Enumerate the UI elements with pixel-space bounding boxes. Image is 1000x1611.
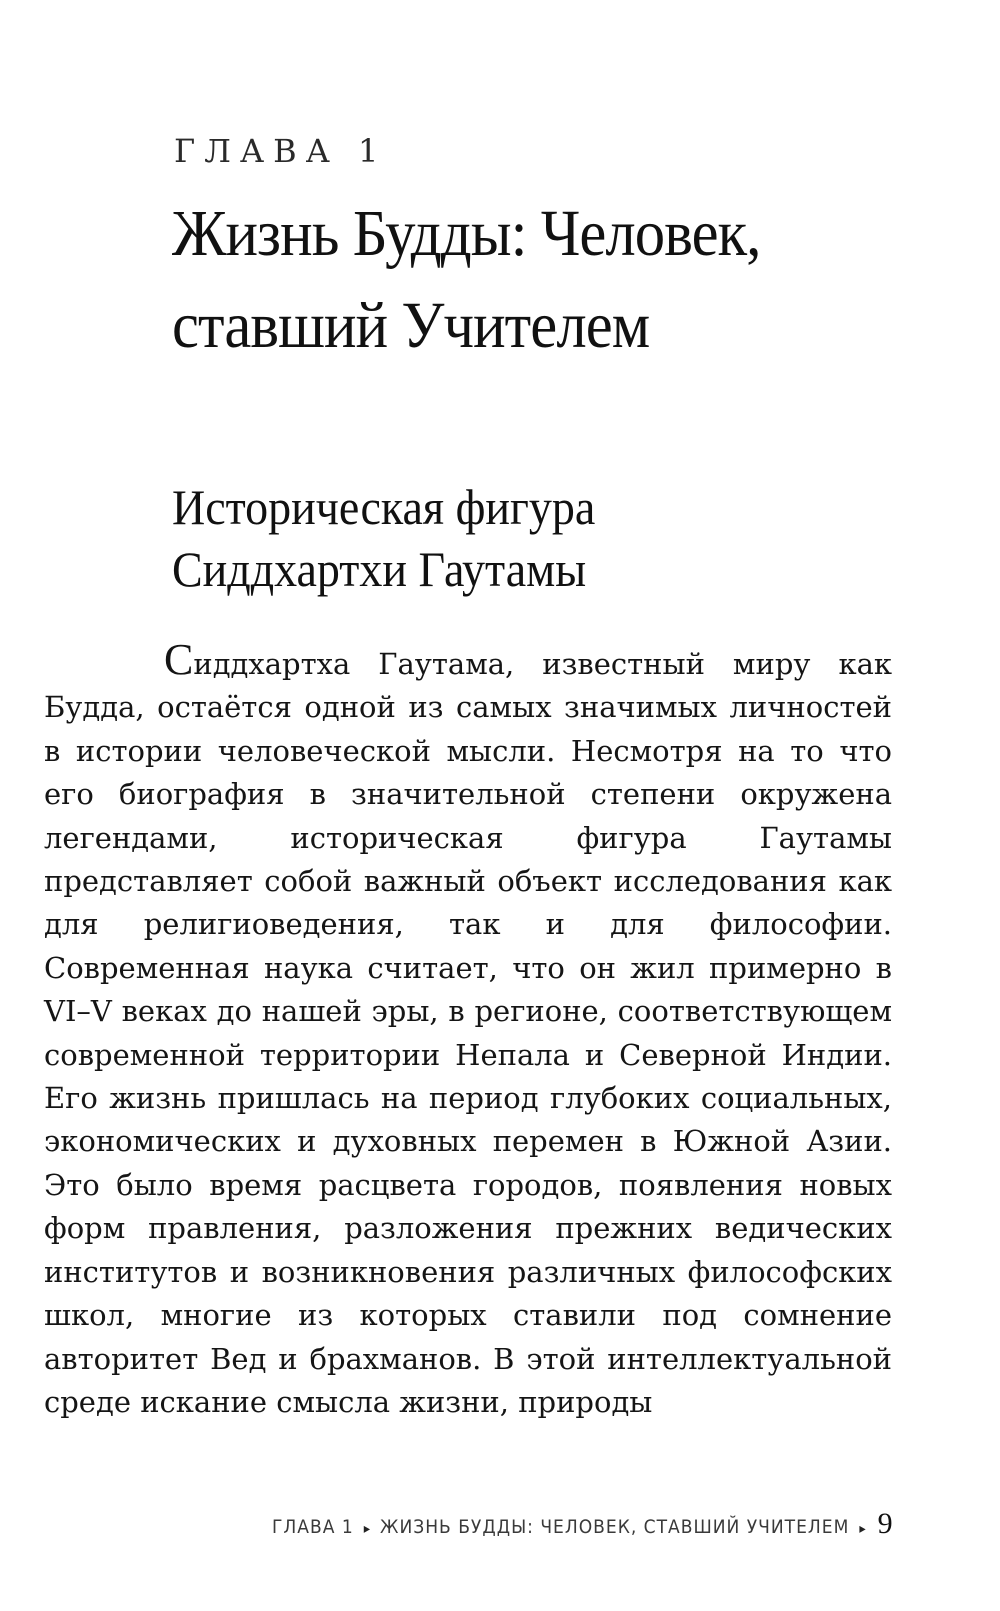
body-paragraph <box>44 635 892 1424</box>
footer-separator-icon: ▸ <box>363 1521 371 1537</box>
chapter-label: ГЛАВА 1 <box>174 132 388 170</box>
paragraph-text: иддхартха Гаутама, известный миру как Будда, остаётся одной из самых значимых личностей в истории человеческой мысли. Несмотря на то что его биография в значительной степени окружена легендами, историческая фигура Гаутамы представляет собой важный объект исследования как для религиоведения, так и для философии. Современная наука считает, что он жил примерно в VI–V веках до нашей эры, в регионе, соответствующем современной территории Непала и Северной Индии. Его жизнь пришлась на период глубоких социальных, экономических и духовных перемен в Южной Азии. Это было время расцвета городов, появления новых форм правления, разложения прежних ведических институтов и возникновения различных философских школ, многие из которых ставили под сомнение авторитет Вед и брахманов. В этой интеллектуальной среде искание смысла жизни, природы <box>44 647 892 1419</box>
page-number: 9 <box>877 1507 893 1540</box>
running-footer <box>272 1507 892 1541</box>
footer-chapter: ГЛАВА 1 <box>272 1516 354 1538</box>
section-title: Историческая фигура Сиддхартхи Гаутамы <box>172 479 596 597</box>
drop-cap: С <box>164 635 194 684</box>
footer-separator-icon: ▸ <box>859 1521 866 1537</box>
footer-title: ЖИЗНЬ БУДДЫ: ЧЕЛОВЕК, СТАВШИЙ УЧИТЕЛЕМ <box>380 1516 850 1538</box>
chapter-title: Жизнь Будды: Человек, ставший Учителем <box>172 197 761 362</box>
